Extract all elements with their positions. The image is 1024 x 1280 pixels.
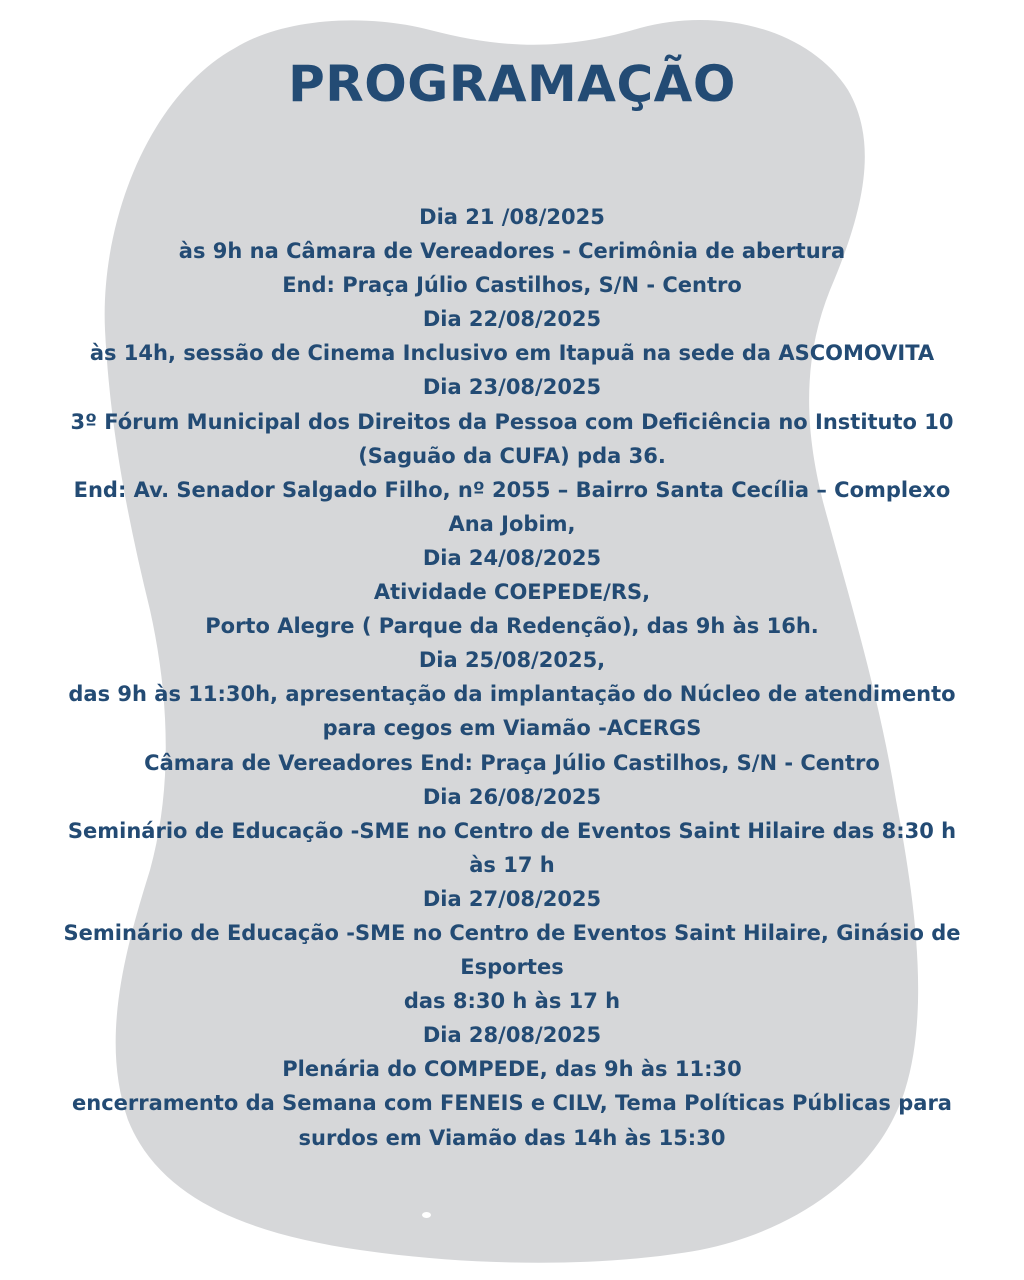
schedule-line: às 14h, sessão de Cinema Inclusivo em Itapuã na sede da ASCOMOVITA bbox=[89, 341, 935, 366]
schedule-line: Dia 23/08/2025 bbox=[422, 375, 602, 400]
schedule-line: Ana Jobim, bbox=[448, 511, 576, 536]
schedule-line: Dia 28/08/2025 bbox=[422, 1023, 602, 1048]
schedule-line: Dia 27/08/2025 bbox=[422, 886, 602, 911]
schedule-line: End: Praça Júlio Castilhos, S/N - Centro bbox=[282, 273, 742, 298]
schedule-line: às 9h na Câmara de Vereadores - Cerimônia de abertura bbox=[178, 239, 846, 264]
schedule-line: Dia 25/08/2025, bbox=[418, 648, 606, 673]
schedule-line: das 9h às 11:30h, apresentação da implantação do Núcleo de atendimento bbox=[68, 682, 956, 707]
schedule-line: encerramento da Semana com FENEIS e CILV, Tema Políticas Públicas para bbox=[72, 1091, 952, 1116]
schedule-line: Seminário de Educação -SME no Centro de Eventos Saint Hilaire das 8:30 h bbox=[67, 818, 957, 843]
schedule-line: Dia 22/08/2025 bbox=[422, 307, 602, 332]
schedule-line: às 17 h bbox=[469, 852, 555, 877]
schedule-line: Dia 26/08/2025 bbox=[422, 784, 602, 809]
schedule-line: 3º Fórum Municipal dos Direitos da Pessoa com Deficiência no Instituto 10 bbox=[70, 409, 954, 434]
schedule-line: Atividade COEPEDE/RS, bbox=[373, 580, 651, 605]
schedule-line: Câmara de Vereadores End: Praça Júlio Castilhos, S/N - Centro bbox=[144, 750, 880, 775]
schedule-line: End: Av. Senador Salgado Filho, nº 2055 – Bairro Santa Cecília – Complexo bbox=[73, 477, 951, 502]
schedule-line: Plenária do COMPEDE, das 9h às 11:30 bbox=[282, 1057, 742, 1082]
schedule-line: Esportes bbox=[460, 955, 564, 980]
schedule-line: (Saguão da CUFA) pda 36. bbox=[358, 443, 666, 468]
schedule-list bbox=[40, 200, 984, 1155]
schedule-line: Porto Alegre ( Parque da Redenção), das 9h às 16h. bbox=[205, 614, 819, 639]
schedule-line: Seminário de Educação -SME no Centro de Eventos Saint Hilaire, Ginásio de bbox=[63, 920, 961, 945]
schedule-line: surdos em Viamão das 14h às 15:30 bbox=[298, 1125, 726, 1150]
schedule-line: para cegos em Viamão -ACERGS bbox=[322, 716, 702, 741]
schedule-line: Dia 21 /08/2025 bbox=[419, 205, 605, 229]
page-title: PROGRAMAÇÃO bbox=[288, 55, 736, 113]
decorative-dot bbox=[422, 1212, 431, 1218]
schedule-line: Dia 24/08/2025 bbox=[422, 545, 602, 570]
schedule-line: das 8:30 h às 17 h bbox=[403, 989, 621, 1014]
